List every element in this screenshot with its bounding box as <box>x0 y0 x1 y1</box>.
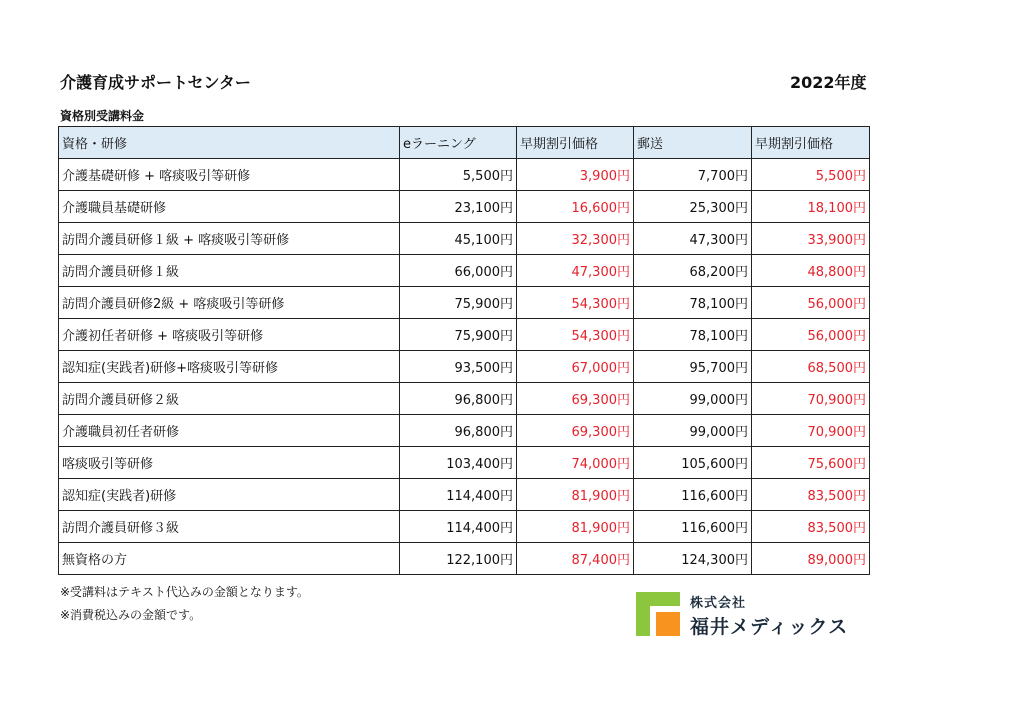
elearning-price-cell: 114,400円 <box>400 511 517 543</box>
mail-price-cell: 47,300円 <box>634 223 752 255</box>
qualification-cell: 無資格の方 <box>59 543 400 575</box>
mail-price-cell: 95,700円 <box>634 351 752 383</box>
elearning-price-cell: 66,000円 <box>400 255 517 287</box>
company-logo <box>636 592 876 640</box>
qualification-cell: 訪問介護員研修2級 + 喀痰吸引等研修 <box>59 287 400 319</box>
mail-early-price-cell: 70,900円 <box>752 383 870 415</box>
mail-early-price-cell: 70,900円 <box>752 415 870 447</box>
elearning-price-cell: 75,900円 <box>400 287 517 319</box>
qualification-cell: 認知症(実践者)研修 <box>59 479 400 511</box>
table-row <box>59 319 870 351</box>
elearning-price-cell: 5,500円 <box>400 159 517 191</box>
elearning-early-price-cell: 69,300円 <box>517 383 634 415</box>
page-title: 介護育成サポートセンター <box>60 73 251 92</box>
logo-company-type: 株式会社 <box>690 596 747 611</box>
elearning-early-price-cell: 74,000円 <box>517 447 634 479</box>
elearning-early-price-cell: 32,300円 <box>517 223 634 255</box>
mail-early-price-cell: 48,800円 <box>752 255 870 287</box>
qualification-cell: 認知症(実践者)研修+喀痰吸引等研修 <box>59 351 400 383</box>
table-row <box>59 159 870 191</box>
elearning-price-cell: 122,100円 <box>400 543 517 575</box>
elearning-early-price-cell: 87,400円 <box>517 543 634 575</box>
note-tax: ※消費税込みの金額です。 <box>60 608 202 622</box>
qualification-cell: 訪問介護員研修３級 <box>59 511 400 543</box>
elearning-price-cell: 103,400円 <box>400 447 517 479</box>
mail-price-cell: 7,700円 <box>634 159 752 191</box>
table-row <box>59 223 870 255</box>
table-row <box>59 415 870 447</box>
mail-price-cell: 105,600円 <box>634 447 752 479</box>
elearning-early-price-cell: 3,900円 <box>517 159 634 191</box>
mail-price-cell: 99,000円 <box>634 415 752 447</box>
table-row <box>59 543 870 575</box>
table-row <box>59 255 870 287</box>
mail-early-price-cell: 83,500円 <box>752 479 870 511</box>
fee-table <box>58 126 870 575</box>
mail-early-price-cell: 68,500円 <box>752 351 870 383</box>
qualification-cell: 訪問介護員研修１級 + 喀痰吸引等研修 <box>59 223 400 255</box>
elearning-price-cell: 96,800円 <box>400 415 517 447</box>
qualification-cell: 訪問介護員研修２級 <box>59 383 400 415</box>
mail-price-cell: 68,200円 <box>634 255 752 287</box>
mail-early-price-cell: 83,500円 <box>752 511 870 543</box>
elearning-early-price-cell: 67,000円 <box>517 351 634 383</box>
fee-table-body <box>59 159 870 575</box>
qualification-cell: 介護基礎研修 + 喀痰吸引等研修 <box>59 159 400 191</box>
note-textbook: ※受講料はテキスト代込みの金額となります。 <box>60 585 309 599</box>
mail-early-price-cell: 56,000円 <box>752 287 870 319</box>
elearning-price-cell: 75,900円 <box>400 319 517 351</box>
table-row <box>59 479 870 511</box>
mail-price-cell: 116,600円 <box>634 479 752 511</box>
elearning-price-cell: 45,100円 <box>400 223 517 255</box>
logo-mark-icon <box>636 592 680 636</box>
logo-company-name: 福井メディックス <box>690 616 849 638</box>
qualification-cell: 訪問介護員研修１級 <box>59 255 400 287</box>
col-mail-early: 早期割引価格 <box>752 127 870 159</box>
mail-price-cell: 25,300円 <box>634 191 752 223</box>
mail-early-price-cell: 56,000円 <box>752 319 870 351</box>
elearning-early-price-cell: 81,900円 <box>517 479 634 511</box>
mail-early-price-cell: 33,900円 <box>752 223 870 255</box>
elearning-early-price-cell: 69,300円 <box>517 415 634 447</box>
elearning-early-price-cell: 54,300円 <box>517 287 634 319</box>
fee-table-header <box>59 127 870 159</box>
mail-early-price-cell: 89,000円 <box>752 543 870 575</box>
elearning-price-cell: 96,800円 <box>400 383 517 415</box>
fiscal-year: 2022年度 <box>790 73 867 92</box>
col-elearning-early: 早期割引価格 <box>517 127 634 159</box>
qualification-cell: 喀痰吸引等研修 <box>59 447 400 479</box>
qualification-cell: 介護職員初任者研修 <box>59 415 400 447</box>
mail-price-cell: 78,100円 <box>634 287 752 319</box>
mail-price-cell: 116,600円 <box>634 511 752 543</box>
elearning-early-price-cell: 81,900円 <box>517 511 634 543</box>
mail-early-price-cell: 5,500円 <box>752 159 870 191</box>
elearning-early-price-cell: 16,600円 <box>517 191 634 223</box>
section-subtitle: 資格別受講料金 <box>60 109 145 123</box>
col-qualification: 資格・研修 <box>59 127 400 159</box>
elearning-price-cell: 23,100円 <box>400 191 517 223</box>
table-row <box>59 287 870 319</box>
table-row <box>59 351 870 383</box>
elearning-early-price-cell: 47,300円 <box>517 255 634 287</box>
mail-early-price-cell: 18,100円 <box>752 191 870 223</box>
elearning-price-cell: 93,500円 <box>400 351 517 383</box>
table-row <box>59 447 870 479</box>
col-elearning: eラーニング <box>400 127 517 159</box>
qualification-cell: 介護職員基礎研修 <box>59 191 400 223</box>
header-row <box>59 127 870 159</box>
mail-price-cell: 78,100円 <box>634 319 752 351</box>
mail-early-price-cell: 75,600円 <box>752 447 870 479</box>
mail-price-cell: 99,000円 <box>634 383 752 415</box>
table-row <box>59 383 870 415</box>
col-mail: 郵送 <box>634 127 752 159</box>
elearning-price-cell: 114,400円 <box>400 479 517 511</box>
table-row <box>59 191 870 223</box>
qualification-cell: 介護初任者研修 + 喀痰吸引等研修 <box>59 319 400 351</box>
elearning-early-price-cell: 54,300円 <box>517 319 634 351</box>
table-row <box>59 511 870 543</box>
mail-price-cell: 124,300円 <box>634 543 752 575</box>
